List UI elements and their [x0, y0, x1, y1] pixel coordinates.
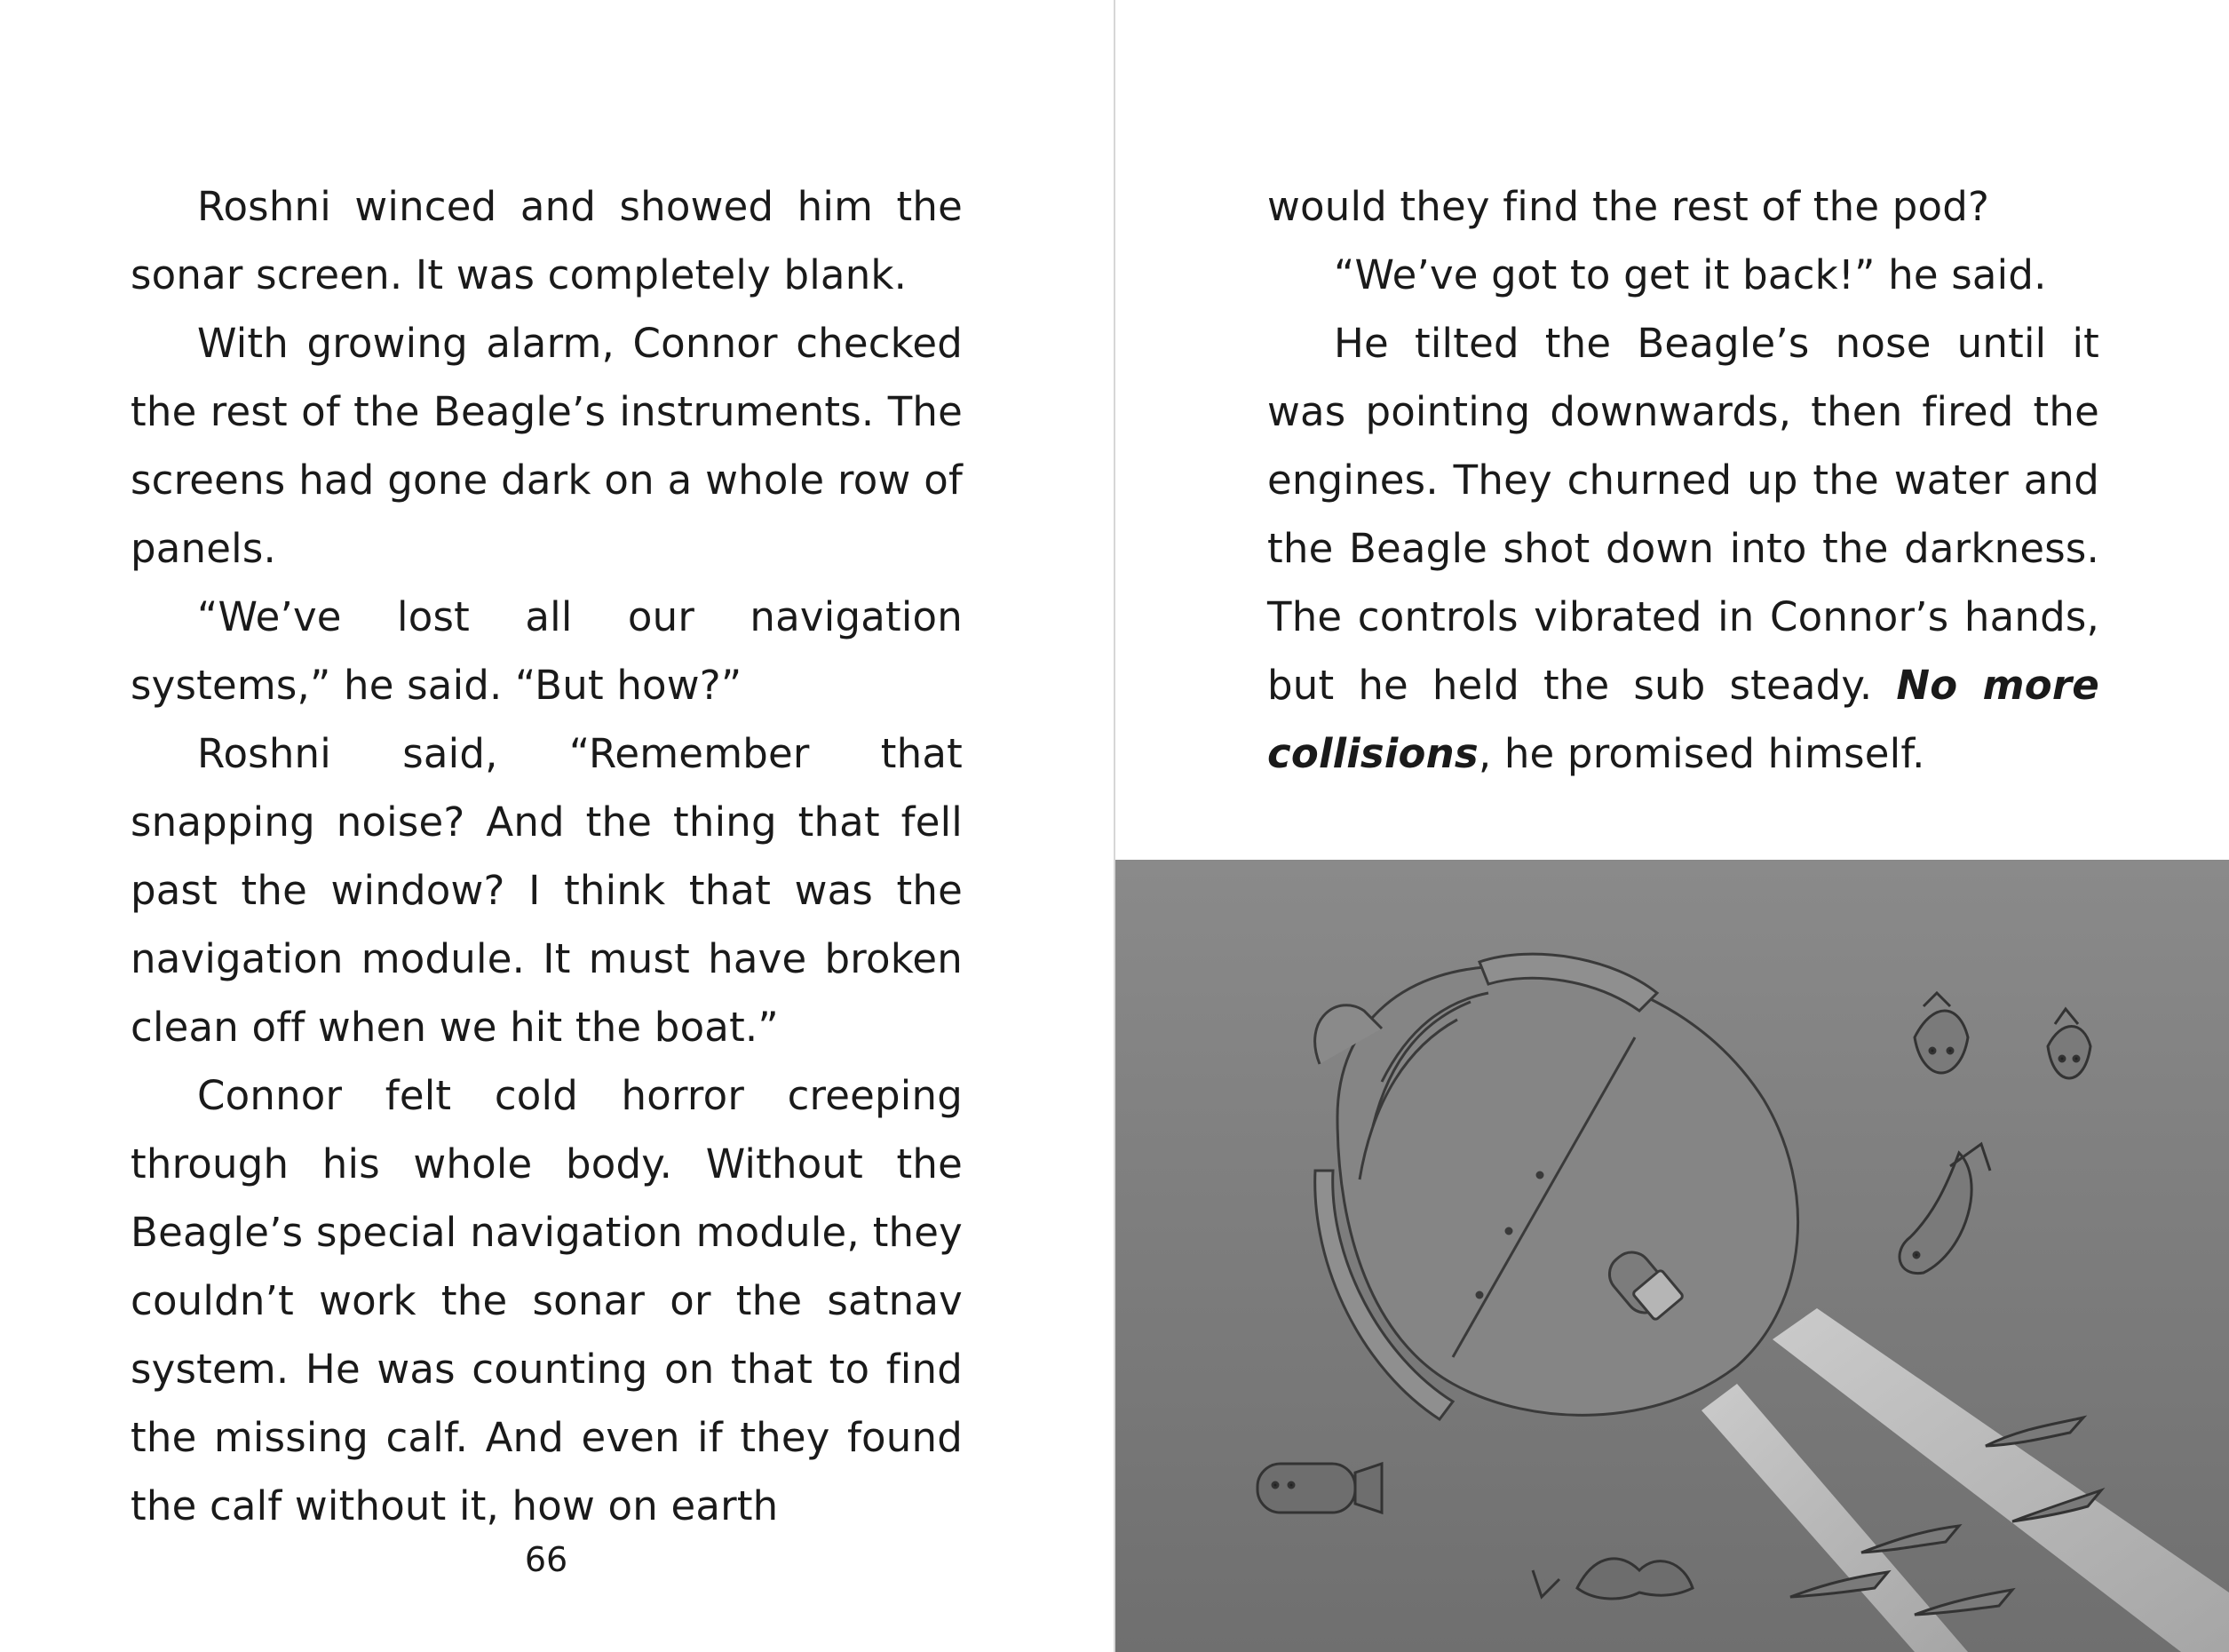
emphasis-text: No more collisions [1267, 662, 2099, 777]
paragraph: “We’ve got to get it back!” he said. [1334, 251, 2047, 298]
paragraph: Roshni winced and showed him the sonar screen. It was completely blank. [131, 183, 963, 298]
paragraph [1267, 309, 2099, 788]
paragraph: Connor felt cold horror creeping through his whole body. Without the Beagle’s special navigation module, they couldn’t work the sonar or the satnav system. He was counting on that to find the missing calf. And even if they found the calf without it, how on earth [131, 1072, 963, 1529]
left-page [0, 0, 1114, 1652]
illustration-art [1115, 860, 2229, 1652]
paragraph-text: He tilted the Beagle’s nose until it was pointing downwards, then fired the engines. They churned up the water and the Beagle shot down into the darkness. The controls vibrated in Connor’s hands, but he held the sub steady. [1267, 320, 2099, 709]
paragraph: With growing alarm, Connor checked the rest of the Beagle’s instruments. The screens had gone dark on a whole row of panels. [131, 320, 963, 572]
paragraph-tail: , he promised himself. [1478, 730, 1925, 777]
left-page-text [131, 172, 963, 1540]
right-page [1115, 0, 2229, 1652]
continued-line: would they find the rest of the pod? [1267, 183, 1990, 230]
submarine-illustration [1115, 860, 2229, 1652]
page-number: 66 [524, 1540, 568, 1579]
paragraph: Roshni said, “Remember that snapping noise? And the thing that fell past the window? I think that was the navigation module. It must have broken clean off when we hit the boat.” [131, 730, 963, 1051]
right-page-text [1267, 172, 2099, 788]
paragraph: “We’ve lost all our navigation systems,” he said. “But how?” [131, 593, 963, 709]
